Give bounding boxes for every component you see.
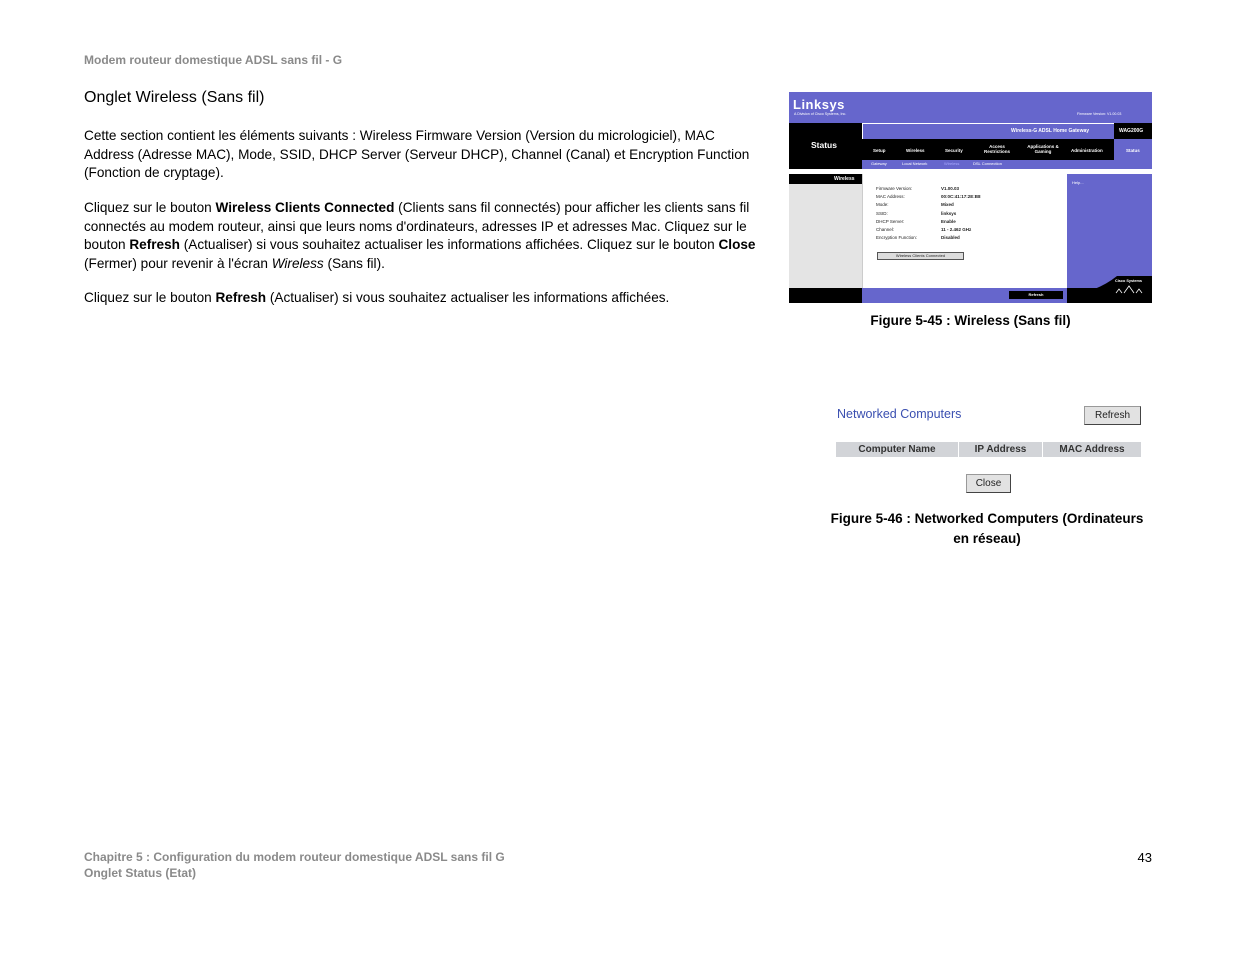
text: Cliquez sur le bouton <box>84 200 216 215</box>
wireless-clients-button-label: Wireless Clients Connected <box>895 253 946 258</box>
italic-term: Wireless <box>271 255 324 271</box>
figure2-caption-line2: en réseau) <box>953 530 1021 546</box>
refresh-button[interactable]: Refresh <box>1084 406 1141 425</box>
wireless-clients-button[interactable] <box>877 252 964 260</box>
model-name: WAG200G <box>1119 128 1144 134</box>
column-ip-address: IP Address <box>959 442 1042 457</box>
nav-applications-gaming[interactable]: Applications & Gaming <box>1027 144 1059 154</box>
bold-term: Refresh <box>215 290 267 305</box>
text: (Sans fil). <box>323 255 385 271</box>
left-panel <box>789 184 862 288</box>
field-label: MAC Address: <box>876 194 905 200</box>
field-label: Encryption Function: <box>876 235 918 241</box>
refresh-button-fig1[interactable] <box>1009 291 1063 299</box>
bold-term: Close <box>718 237 756 252</box>
field-value: linksys <box>941 210 957 216</box>
cisco-logo: Cisco Systems <box>1115 279 1143 283</box>
subnav-gateway[interactable]: Gateway <box>871 161 887 166</box>
nav-wireless[interactable]: Wireless <box>906 148 925 153</box>
section-title: Onglet Wireless (Sans fil) <box>84 89 265 106</box>
bold-term: Wireless Clients Connected <box>215 200 395 215</box>
running-header: Modem routeur domestique ADSL sans fil - G <box>84 53 343 67</box>
subnav-wireless[interactable]: Wireless <box>944 161 960 166</box>
field-label: SSID: <box>876 210 888 216</box>
text: (Clients sans fil connectés) pour afficher les clients sans fil connectés au modem routeur, ainsi que leurs noms d'ordinateurs, adresses IP et adresses Mac. Cliquez sur le bouton <box>84 200 750 252</box>
page-number: 43 <box>1137 850 1152 865</box>
product-name: Wireless-G ADSL Home Gateway <box>1011 128 1090 134</box>
field-label: DHCP Server: <box>876 218 905 224</box>
nav-setup[interactable]: Setup <box>873 148 886 153</box>
field-value: Mixed <box>941 202 954 208</box>
column-computer-name: Computer Name <box>836 442 958 457</box>
section-label: Wireless <box>834 176 855 182</box>
field-label: Channel: <box>876 227 895 232</box>
figure2-caption <box>789 509 1185 548</box>
paragraph-3 <box>84 289 764 308</box>
networked-computers-title: Networked Computers <box>837 407 962 421</box>
nav-status[interactable]: Status <box>1126 148 1140 153</box>
close-button[interactable]: Close <box>966 474 1011 493</box>
text: (Fermer) pour revenir à l'écran <box>84 255 272 271</box>
subnav-dsl-connection[interactable]: DSL Connection <box>973 161 1002 166</box>
bold-term: Refresh <box>129 237 180 252</box>
firmware-top: Firmware Version: V1.00.03 <box>1077 112 1122 116</box>
field-label: Mode: <box>876 202 889 208</box>
nav-access-restrictions[interactable]: Access Restrictions <box>983 144 1010 154</box>
field-value: Enable <box>941 218 956 224</box>
field-value: 00:0C:41:17:2E:B8 <box>941 194 981 200</box>
footer-chapter: Chapitre 5 : Configuration du modem routeur domestique ADSL sans fil G <box>84 850 505 864</box>
field-value: Disabled <box>941 235 960 241</box>
paragraph-2 <box>84 199 764 273</box>
refresh-button-fig1-label: Refresh <box>1028 292 1044 297</box>
nav-security[interactable]: Security <box>945 148 963 153</box>
help-link[interactable]: Help... <box>1072 180 1084 185</box>
text: Cliquez sur le bouton <box>84 290 216 305</box>
logo-subtitle: A Division of Cisco Systems, Inc. <box>794 112 847 116</box>
bottom-left <box>789 288 862 303</box>
field-value: V1.00.03 <box>941 186 960 191</box>
subnav-local-network[interactable]: Local Network <box>902 161 928 166</box>
field-label: Firmware Version: <box>876 186 913 191</box>
side-title: Status <box>811 140 837 150</box>
column-mac-address: MAC Address <box>1043 442 1141 457</box>
footer-section: Onglet Status (Etat) <box>84 866 197 880</box>
field-value: 11 - 2.462 GHz <box>941 227 972 232</box>
paragraph-1: Cette section contient les éléments suivants : Wireless Firmware Version (Version du micrologiciel), MAC Address (Adresse MAC), Mode, SSID, DHCP Server (Serveur DHCP), Channel (Canal) et Encryption Function (Fonction de cryptage). <box>84 128 750 180</box>
cisco-bridge-icon <box>1115 285 1143 294</box>
nav-administration[interactable]: Administration <box>1071 148 1103 153</box>
text: (Actualiser) si vous souhaitez actualiser les informations affichées. Cliquez sur le bouton <box>179 237 719 252</box>
figure1-caption: Figure 5-45 : Wireless (Sans fil) <box>870 313 1071 328</box>
figure2-caption-line1: Figure 5-46 : Networked Computers (Ordinateurs <box>830 511 1144 526</box>
linksys-logo: Linksys <box>793 97 845 112</box>
figure-wireless-screenshot <box>789 92 1152 303</box>
text: (Actualiser) si vous souhaitez actualiser les informations affichées. <box>266 290 670 305</box>
